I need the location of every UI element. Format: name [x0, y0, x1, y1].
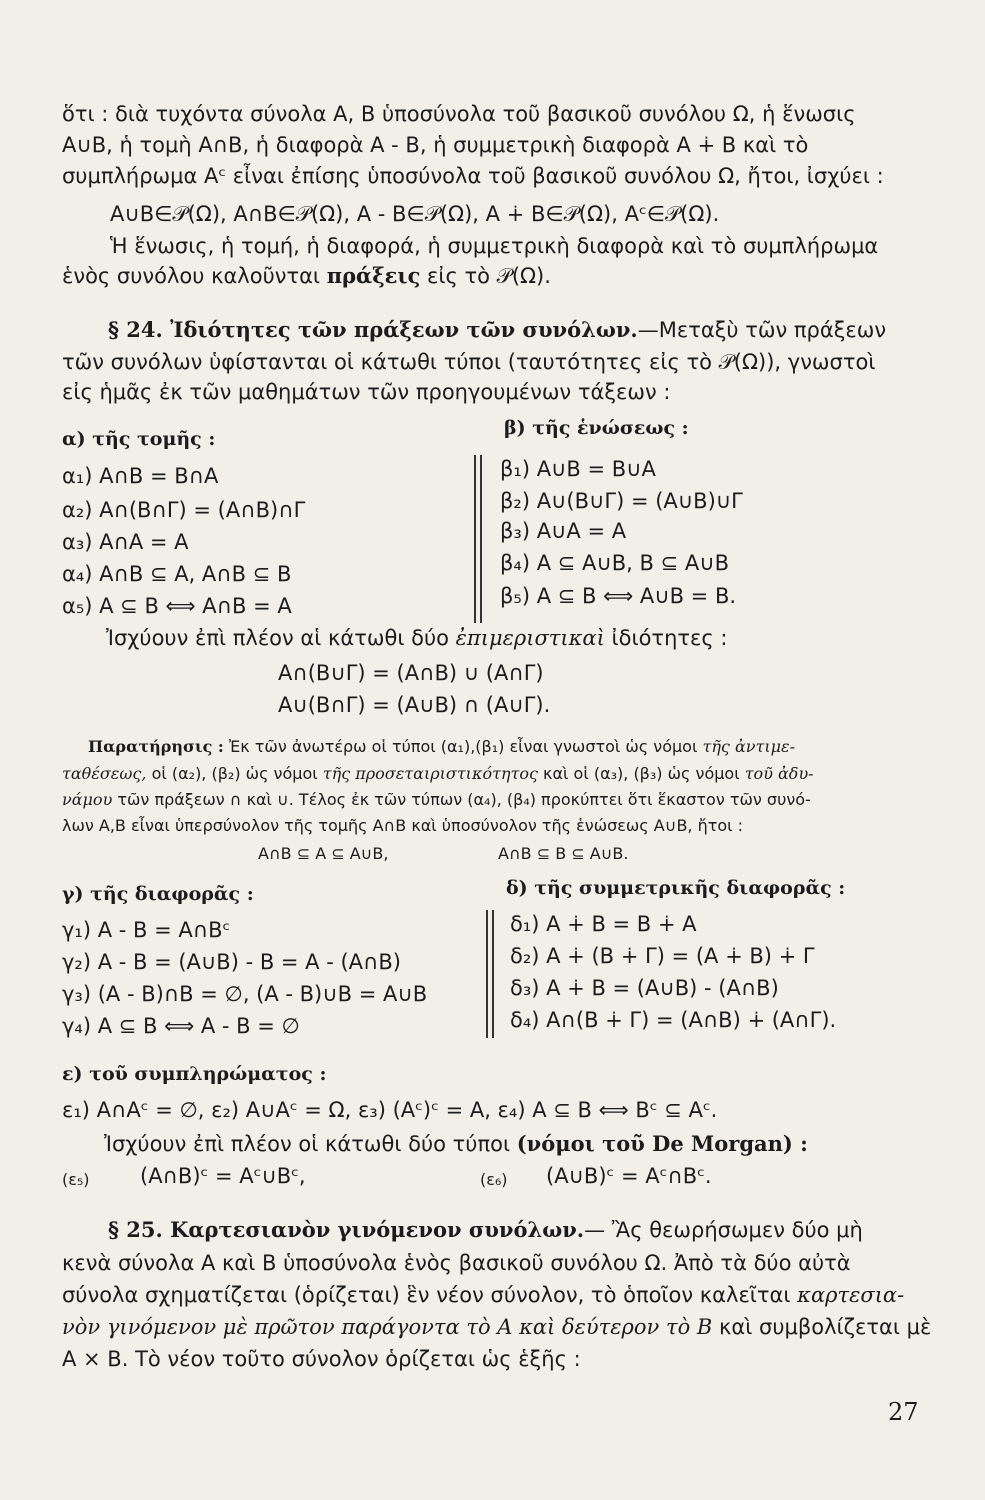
intro-line-5: Ἡ ἕνωσις, ἡ τομή, ἡ διαφορά, ἡ συμμετρικὴ διαφορὰ καὶ τὸ συμπλήρωμα — [110, 234, 879, 258]
remark-formula-2: Α∩Β ⊆ Β ⊆ Α∪Β. — [498, 844, 629, 863]
beta-item: β₁) Α∪Β = Β∪Α — [500, 457, 656, 481]
beta-item: β₅) Α ⊆ Β ⟺ Α∪Β = Β. — [500, 584, 737, 608]
alpha-item: α₃) Α∩Α = Α — [62, 530, 189, 554]
closure-formula: Α∪Β∈𝒫(Ω), Α∩Β∈𝒫(Ω), Α - Β∈𝒫(Ω), Α ∔ Β∈𝒫(Ω), Αᶜ∈𝒫(Ω). — [110, 202, 720, 226]
beta-heading: β) τῆς ἑνώσεως : — [504, 417, 689, 439]
column-divider — [480, 455, 482, 623]
section-25-line-3: σύνολα σχηματίζεται (ὁρίζεται) ἓν νέον σύνολον, τὸ ὁποῖον καλεῖται καρτεσια- — [62, 1283, 905, 1307]
section-24-line-2: τῶν συνόλων ὑφίστανται οἱ κάτωθι τύποι (ταυτότητες εἰς τὸ 𝒫(Ω)), γνωστοὶ — [62, 350, 876, 374]
alpha-item: α₂) Α∩(Β∩Γ) = (Α∩Β)∩Γ — [62, 498, 306, 522]
section-25-line-4: νὸν γινόμενον μὲ πρῶτον παράγοντα τὸ Α καὶ δεύτερον τὸ Β καὶ συμβολίζεται μὲ — [62, 1315, 932, 1339]
section-25-heading: § 25. Καρτεσιανὸν γινόμενον συνόλων. — [108, 1217, 585, 1242]
remark-line-2: ταθέσεως, οἱ (α₂), (β₂) ὡς νόμοι τῆς προσεταιριστικότητος καὶ οἱ (α₃), (β₃) ὡς νόμοι τοῦ ἀδυ- — [62, 764, 814, 783]
section-24-heading: § 24. Ἰδιότητες τῶν πράξεων τῶν συνόλων. — [108, 317, 638, 342]
alpha-item: α₅) Α ⊆ Β ⟺ Α∩Β = Α — [62, 594, 292, 618]
column-divider — [492, 910, 494, 1038]
beta-item: β₃) Α∪Α = Α — [500, 519, 627, 543]
remark-line-1: Παρατήρησις : Ἐκ τῶν ἀνωτέρω οἱ τύποι (α₁),(β₁) εἶναι γνωστοὶ ὡς νόμοι τῆς ἀντιμε- — [88, 737, 795, 756]
gamma-item: γ₂) Α - Β = (Α∪Β) - Β = Α - (Α∩Β) — [62, 950, 401, 974]
epsilon-line: ε₁) Α∩Αᶜ = ∅, ε₂) Α∪Αᶜ = Ω, ε₃) (Αᶜ)ᶜ = Α, ε₄) Α ⊆ Β ⟺ Βᶜ ⊆ Αᶜ. — [62, 1098, 718, 1122]
section-25-line-1: § 25. Καρτεσιανὸν γινόμενον συνόλων.— Ἂς θεωρήσωμεν δύο μὴ — [108, 1217, 863, 1242]
section-25-line-5: Α × Β. Τὸ νέον τοῦτο σύνολον ὁρίζεται ὡς ἑξῆς : — [62, 1347, 581, 1371]
beta-item: β₄) Α ⊆ Α∪Β, Β ⊆ Α∪Β — [500, 551, 729, 575]
intro-line-2: Α∪Β, ἡ τομὴ Α∩Β, ἡ διαφορὰ Α - Β, ἡ συμμετρικὴ διαφορὰ Α ∔ Β καὶ τὸ — [62, 133, 809, 157]
column-divider — [474, 455, 476, 623]
remark-formula-1: Α∩Β ⊆ Α ⊆ Α∪Β, — [258, 844, 389, 863]
section-24-line-1: § 24. Ἰδιότητες τῶν πράξεων τῶν συνόλων.—Μεταξὺ τῶν πράξεων — [108, 317, 887, 342]
delta-heading: δ) τῆς συμμετρικῆς διαφορᾶς : — [506, 877, 846, 899]
gamma-item: γ₁) Α - Β = Α∩Βᶜ — [62, 918, 231, 942]
gamma-item: γ₄) Α ⊆ Β ⟺ Α - Β = ∅ — [62, 1014, 300, 1038]
distributive-formula-1: Α∩(Β∪Γ) = (Α∩Β) ∪ (Α∩Γ) — [278, 661, 544, 685]
beta-item: β₂) Α∪(Β∪Γ) = (Α∪Β)∪Γ — [500, 489, 743, 513]
gamma-item: γ₃) (Α - Β)∩Β = ∅, (Α - Β)∪Β = Α∪Β — [62, 982, 428, 1006]
delta-item: δ₂) Α ∔ (Β ∔ Γ) = (Α ∔ Β) ∔ Γ — [510, 944, 815, 968]
section-25-line-2: κενὰ σύνολα Α καὶ Β ὑποσύνολα ἑνὸς βασικοῦ συνόλου Ω. Ἀπὸ τὰ δύο αὐτὰ — [62, 1251, 851, 1275]
distributive-formula-2: Α∪(Β∩Γ) = (Α∪Β) ∩ (Α∪Γ). — [278, 693, 551, 717]
operations-term: πράξεις — [326, 263, 421, 288]
delta-item: δ₁) Α ∔ Β = Β ∔ Α — [510, 912, 697, 936]
e6-label: (ε₆) — [480, 1170, 508, 1189]
intro-line-6: ἑνὸς συνόλου καλοῦνται πράξεις εἰς τὸ 𝒫(Ω). — [62, 263, 551, 288]
remark-label: Παρατήρησις : — [88, 737, 224, 756]
delta-item: δ₃) Α ∔ Β = (Α∪Β) - (Α∩Β) — [510, 976, 779, 1000]
delta-item: δ₄) Α∩(Β ∔ Γ) = (Α∩Β) ∔ (Α∩Γ). — [510, 1008, 837, 1032]
epsilon-heading: ε) τοῦ συμπληρώματος : — [62, 1063, 327, 1085]
page-number: 27 — [888, 1398, 919, 1426]
alpha-item: α₁) Α∩Β = Β∩Α — [62, 464, 219, 488]
de-morgan-formula-2: (Α∪Β)ᶜ = Αᶜ∩Βᶜ. — [546, 1164, 712, 1188]
column-divider — [486, 910, 488, 1038]
intro-line-3: συμπλήρωμα Αᶜ εἶναι ἐπίσης ὑποσύνολα τοῦ βασικοῦ συνόλου Ω, ἤτοι, ἰσχύει : — [62, 164, 884, 188]
alpha-item: α₄) Α∩Β ⊆ Α, Α∩Β ⊆ Β — [62, 562, 292, 586]
de-morgan-formula-1: (Α∩Β)ᶜ = Αᶜ∪Βᶜ, — [140, 1164, 306, 1188]
remark-line-3: νάμου τῶν πράξεων ∩ καὶ ∪. Τέλος ἐκ τῶν τύπων (α₄), (β₄) προκύπτει ὅτι ἕκαστον τῶν συνό- — [62, 790, 811, 809]
e5-label: (ε₅) — [62, 1170, 90, 1189]
alpha-heading: α) τῆς τομῆς : — [62, 428, 216, 450]
gamma-heading: γ) τῆς διαφορᾶς : — [62, 883, 254, 905]
section-24-line-3: εἰς ἡμᾶς ἐκ τῶν μαθημάτων τῶν προηγουμένων τάξεων : — [62, 380, 671, 404]
intro-line-1: ὅτι : διὰ τυχόντα σύνολα Α, Β ὑποσύνολα τοῦ βασικοῦ συνόλου Ω, ἡ ἕνωσις — [62, 102, 856, 126]
de-morgan-intro: Ἰσχύουν ἐπὶ πλέον οἱ κάτωθι δύο τύποι (νόμοι τοῦ De Morgan) : — [104, 1131, 808, 1156]
distributive-intro: Ἰσχύουν ἐπὶ πλέον αἱ κάτωθι δύο ἐπιμεριστικαὶ ἰδιότητες : — [106, 626, 728, 650]
remark-line-4: λων Α,Β εἶναι ὑπερσύνολον τῆς τομῆς Α∩Β καὶ ὑποσύνολον τῆς ἑνώσεως Α∪Β, ἤτοι : — [62, 816, 744, 835]
